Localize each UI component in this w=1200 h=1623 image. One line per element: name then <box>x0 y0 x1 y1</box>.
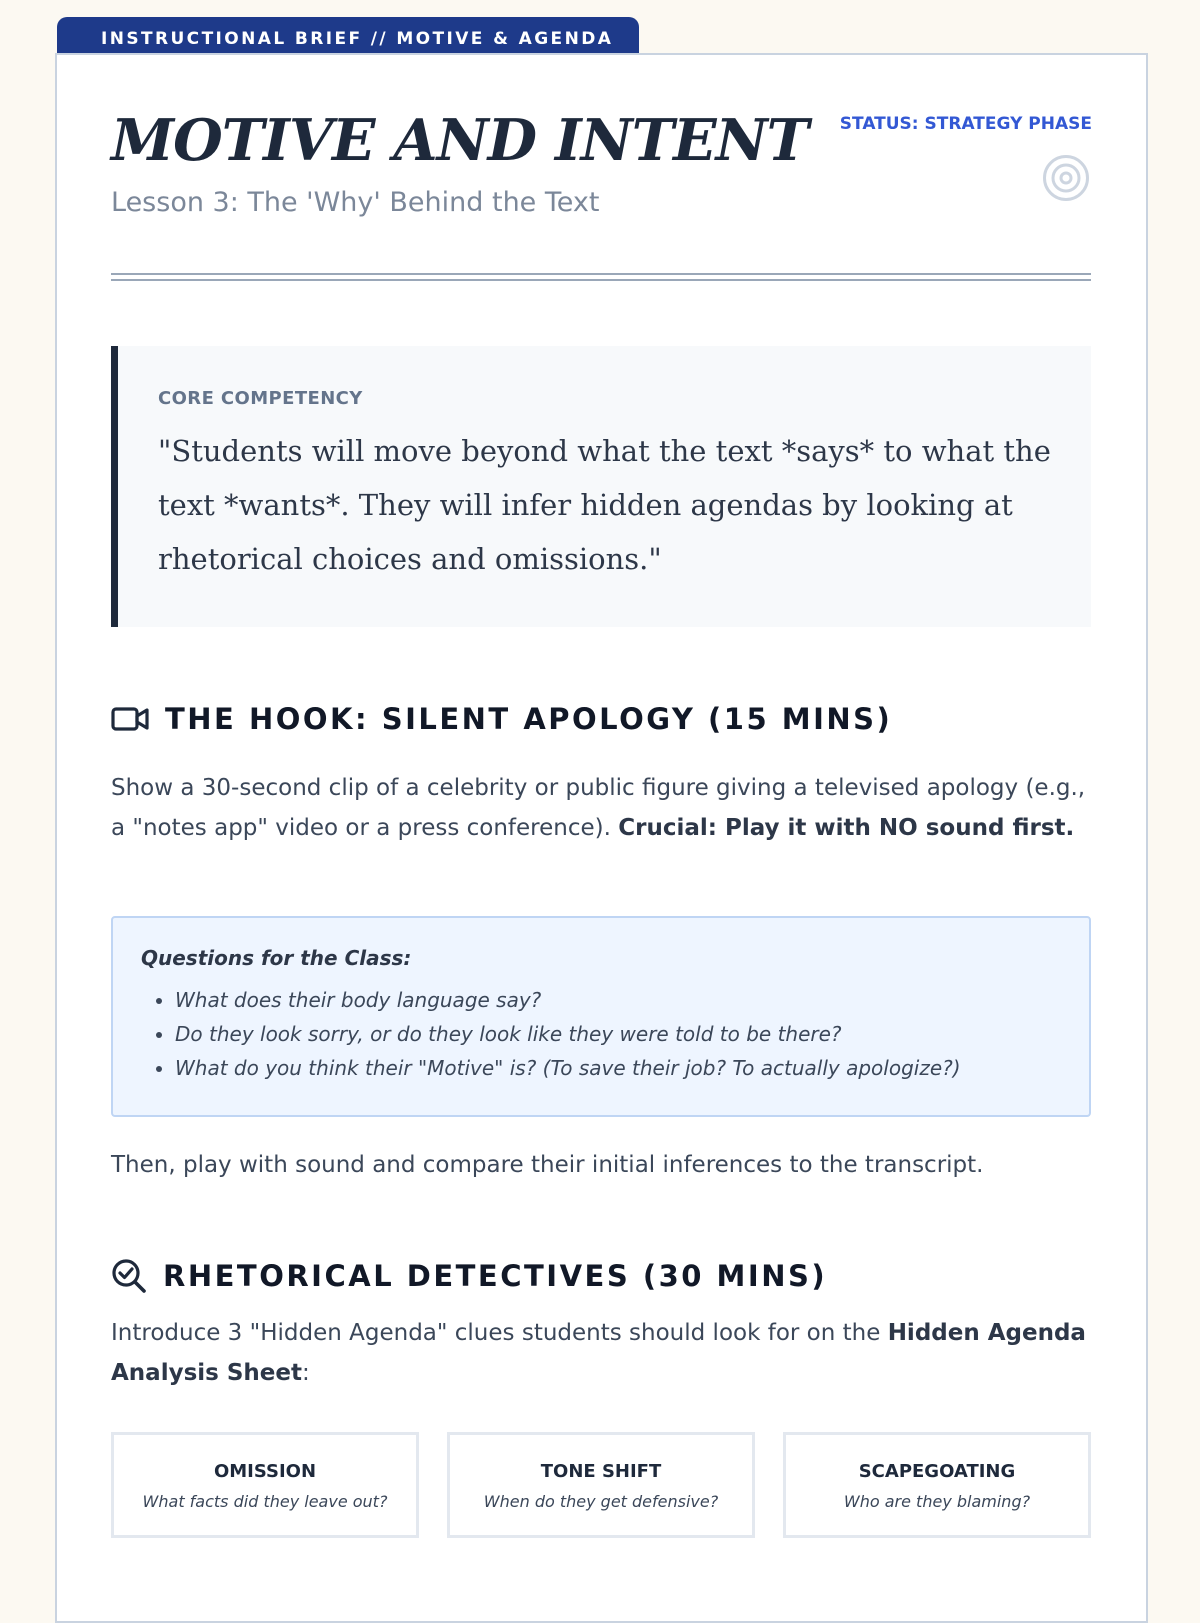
question-item: • What do you think their "Motive" is? (To save their job? To actually apologize?) <box>175 1051 1061 1085</box>
target-icon <box>1041 153 1091 203</box>
competency-label: CORE COMPETENCY <box>158 388 363 409</box>
lesson-card <box>55 53 1148 1623</box>
detectives-intro <box>111 1313 1096 1393</box>
detectives-heading-text: RHETORICAL DETECTIVES (30 MINS) <box>163 1259 828 1293</box>
page-title: MOTIVE AND INTENT <box>111 107 809 174</box>
question-item: • What does their body language say? <box>175 983 1061 1017</box>
magnifier-check-icon <box>111 1258 147 1294</box>
hook-intro <box>111 768 1096 848</box>
page-subtitle: Lesson 3: The 'Why' Behind the Text <box>111 187 600 218</box>
clue-name: OMISSION <box>213 1461 317 1482</box>
hook-followup: Then, play with sound and compare their initial inferences to the transcript. <box>111 1152 984 1178</box>
competency-quote: "Students will move beyond what the text *says* to what the text *wants*. They will infer hidden agendas by looking at rhetorical choices and omissions." <box>158 434 1051 576</box>
questions-title: Questions for the Class: <box>141 946 412 970</box>
class-questions-box <box>111 916 1091 1117</box>
hook-intro-text: Show a 30-second clip of a celebrity or public figure giving a televised apology (e.g., a "notes app" video or a press conference). <box>111 775 1086 841</box>
brief-tab-label: INSTRUCTIONAL BRIEF // MOTIVE & AGENDA <box>101 28 614 49</box>
detectives-heading <box>111 1258 827 1294</box>
detectives-intro-end: : <box>301 1360 310 1386</box>
header-divider <box>111 273 1091 281</box>
clue-name: SCAPEGOATING <box>858 1461 1016 1482</box>
hook-intro-emphasis: Crucial: Play it with NO sound first. <box>618 815 1075 841</box>
clue-card-scapegoating <box>783 1432 1091 1538</box>
video-camera-icon <box>111 706 149 732</box>
detectives-intro-text: Introduce 3 "Hidden Agenda" clues students should look for on the <box>111 1320 888 1346</box>
hook-heading-text: THE HOOK: SILENT APOLOGY (15 MINS) <box>165 702 893 736</box>
status-badge: STATUS: STRATEGY PHASE <box>839 114 1092 134</box>
clue-name: TONE SHIFT <box>540 1461 662 1482</box>
hook-heading <box>111 702 892 736</box>
analysis-sheet-name: Hidden Agenda Analysis Sheet <box>111 1320 1086 1386</box>
clue-question: When do they get defensive? <box>483 1492 719 1511</box>
questions-list <box>141 983 1061 1085</box>
question-item: • Do they look sorry, or do they look like they were told to be there? <box>175 1017 1061 1051</box>
clue-card-omission <box>111 1432 419 1538</box>
clue-question: What facts did they leave out? <box>142 1492 388 1511</box>
core-competency-callout <box>111 346 1091 627</box>
clue-card-tone-shift <box>447 1432 755 1538</box>
clue-question: Who are they blaming? <box>843 1492 1031 1511</box>
